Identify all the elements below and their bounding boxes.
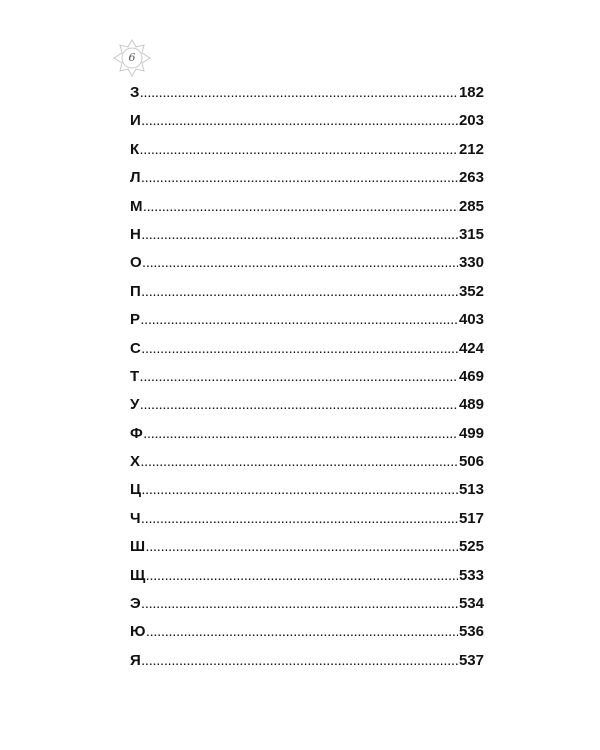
toc-entry (130, 623, 484, 651)
toc-entry-letter: Ю (130, 623, 146, 641)
toc-dot-leader (142, 515, 458, 526)
toc-entry-letter: Э (130, 595, 141, 613)
page-number-badge (112, 38, 152, 78)
page-number: 6 (128, 51, 136, 64)
toc-entry (130, 84, 484, 112)
toc-entry-letter: З (130, 84, 140, 101)
toc-entry (130, 453, 484, 481)
toc-dot-leader (144, 430, 458, 441)
toc-entry-page: 517 (458, 509, 484, 527)
toc-entry-letter: Я (130, 651, 141, 669)
toc-entry-letter: П (130, 282, 141, 300)
toc-entry-page: 263 (458, 169, 484, 187)
toc-entry-letter: Х (130, 453, 141, 471)
toc-dot-leader (146, 628, 458, 639)
toc-entry-letter: У (130, 396, 140, 414)
toc-entry-page: 499 (458, 424, 484, 442)
toc-entry-letter: Ц (130, 481, 141, 499)
toc-dot-leader (140, 401, 458, 412)
toc-dot-leader (140, 89, 458, 100)
toc-entry (130, 198, 484, 226)
toc-entry-page: 533 (458, 566, 484, 584)
toc-entry (130, 595, 484, 623)
toc-entry-page: 315 (458, 225, 484, 243)
toc-entry-letter: С (130, 339, 141, 357)
toc-entry-letter: М (130, 197, 143, 215)
toc-entry-page: 506 (458, 453, 484, 471)
toc-dot-leader (146, 543, 458, 554)
toc-entry-page: 212 (458, 140, 484, 158)
toc-entry (130, 425, 484, 453)
toc-dot-leader (142, 600, 458, 611)
toc-entry-page: 285 (458, 197, 484, 215)
toc-entry-letter: И (130, 112, 141, 130)
toc-entry-page: 537 (458, 651, 484, 669)
toc-entry-page: 469 (458, 367, 484, 385)
toc-entry (130, 652, 484, 680)
toc-entry-letter: Ф (130, 424, 143, 442)
toc-dot-leader (143, 259, 458, 270)
toc-entry-page: 525 (458, 538, 484, 556)
toc-entry-page: 534 (458, 595, 484, 613)
toc-entry-letter: Н (130, 225, 141, 243)
toc-entry-page: 424 (458, 339, 484, 357)
toc-dot-leader (142, 231, 458, 242)
toc-dot-leader (140, 373, 458, 384)
toc-entry-letter: Р (130, 311, 141, 329)
toc-entry (130, 254, 484, 282)
toc-dot-leader (142, 174, 458, 185)
toc-dot-leader (146, 572, 458, 583)
toc-entry (130, 538, 484, 566)
toc-dot-leader (140, 146, 458, 157)
toc-dot-leader (142, 345, 458, 356)
toc-entry-letter: Ш (130, 538, 146, 556)
toc-entry-page: 203 (458, 112, 484, 130)
toc-entry (130, 340, 484, 368)
toc-entry-letter: Т (130, 367, 140, 385)
toc-entry-page: 536 (458, 623, 484, 641)
toc-entry (130, 311, 484, 339)
toc-entry-letter: К (130, 140, 140, 158)
toc-entry-page: 352 (458, 282, 484, 300)
toc-dot-leader (141, 316, 458, 327)
toc-entry (130, 567, 484, 595)
toc-entry-page: 489 (458, 396, 484, 414)
toc-entry-letter: Л (130, 169, 141, 187)
toc-entry-page: 513 (458, 481, 484, 499)
toc-entry (130, 283, 484, 311)
toc-dot-leader (142, 288, 458, 299)
toc-entry (130, 141, 484, 169)
toc-entry-page: 182 (458, 84, 484, 101)
toc-dot-leader (142, 486, 458, 497)
toc-entry (130, 368, 484, 396)
toc-entry-letter: Ч (130, 509, 141, 527)
toc-dot-leader (142, 117, 458, 128)
toc-entry-page: 403 (458, 311, 484, 329)
toc-dot-leader (141, 458, 458, 469)
toc-entry (130, 481, 484, 509)
toc-entry-letter: О (130, 254, 142, 272)
toc-entry (130, 510, 484, 538)
toc-entry (130, 396, 484, 424)
toc-entry (130, 112, 484, 140)
table-of-contents (130, 84, 484, 680)
toc-entry-letter: Щ (130, 566, 146, 584)
toc-dot-leader (144, 203, 458, 214)
toc-entry-page: 330 (458, 254, 484, 272)
toc-entry (130, 169, 484, 197)
toc-entry (130, 226, 484, 254)
toc-dot-leader (142, 657, 458, 668)
